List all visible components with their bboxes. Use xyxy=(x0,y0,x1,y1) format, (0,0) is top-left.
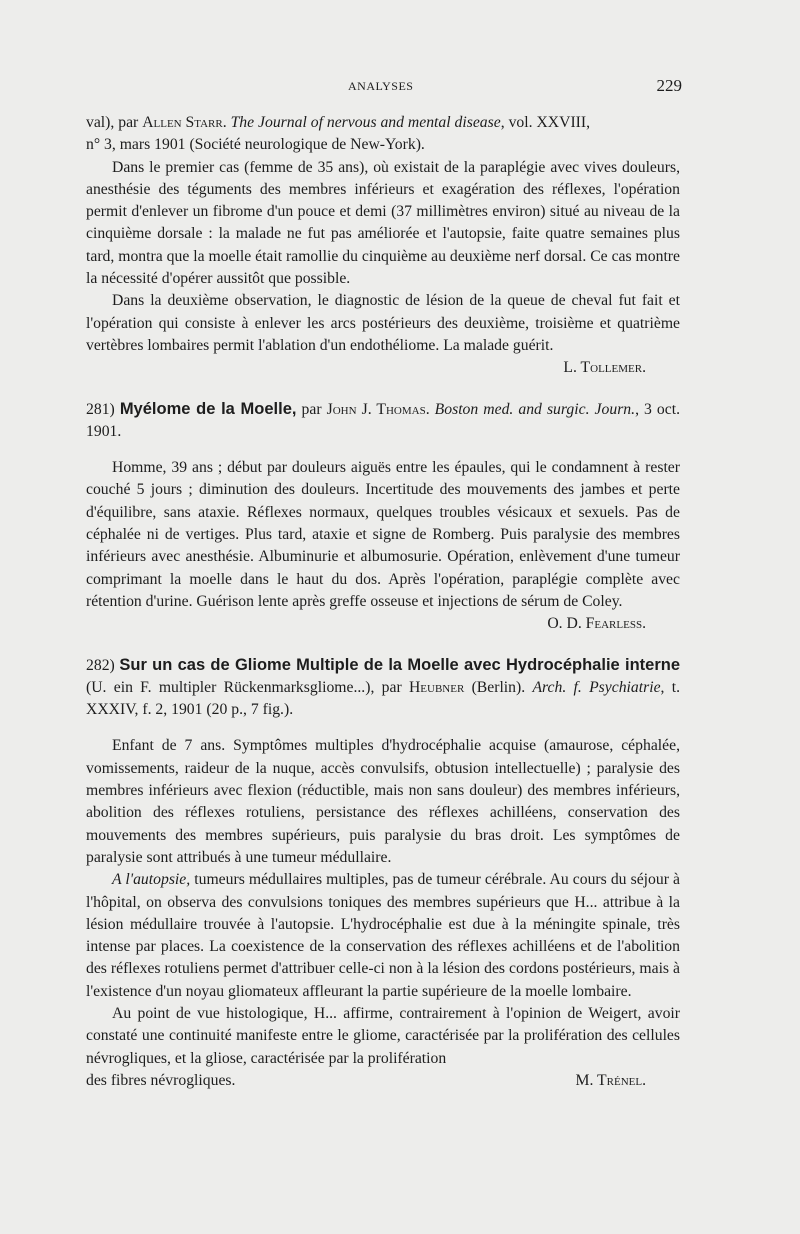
entry-number: 282) xyxy=(86,656,115,674)
entry-282-paragraph-1: Enfant de 7 ans. Symptômes multiples d'hydrocéphalie acquise (amaurose, céphalée, vomissements, raideur de la nuque, accès convulsifs, obtusion intellectuelle) ; paralysie des membres inférieurs avec flexion (réductible, mais non sans douleur) des membres inférieurs, abolition des réflexes rotuliens, persistance des réflexes achilléens, conservation des mouvements des membres supérieurs, puis paralysie du bras droit. Les symptômes de paralysie sont attribués à une tumeur médullaire. xyxy=(86,737,680,866)
continuation-reference: val), par Allen Starr. The Journal of nervous and mental disease, vol. XXVIII, n° 3, mars 1901 (Société neurologique de New-York). xyxy=(86,114,591,154)
entry-reference: , t. XXXIV, f. 2, 1901 (20 p., 7 fig.). xyxy=(86,678,681,719)
signature-trenel: M. Trénel. xyxy=(575,1071,646,1089)
entry-journal: Boston med. and surgic. Journ. xyxy=(434,400,636,418)
entry-affiliation: (Berlin). xyxy=(464,678,526,696)
entry-282-paragraph-2 xyxy=(86,869,680,1003)
entry-number: 281) xyxy=(86,400,115,418)
entry-date: , 3 oct. 1901. xyxy=(86,400,681,440)
entry-282-heading xyxy=(86,654,680,722)
ref-journal: The Journal of nervous and mental disease xyxy=(230,114,501,131)
entry-281-body: Homme, 39 ans ; début par douleurs aiguës entre les épaules, qui le condamnent à rester couché 5 jours ; diminution des douleurs. Incertitude des mouvements des jambes et perte d'équilibre, sans ataxie. Réflexes normaux, quelques troubles vésicaux et sexuels. Pas de céphalée ni de vertiges. Plus tard, ataxie et signe de Romberg. Puis paralysie des membres inférieurs avec anesthésie. Albuminurie et albumosurie. Opération, enlèvement d'une tumeur comprimant la moelle dans le haut du dos. Après l'opération, paraplégie complète avec rétention d'urine. Guérison lente après greffe osseuse et injections de sérum de Coley. xyxy=(86,459,680,610)
entry-subtitle: (U. ein F. multipler Rückenmarksgliome...), par xyxy=(86,678,409,696)
autopsy-text: tumeurs médullaires multiples, pas de tumeur cérébrale. Au cours du séjour à l'hôpital, on observa des convulsions toniques des membres supérieurs que H... attribue à la lésion médullaire trouvée à l'autopsie. L'hydrocéphalie est due à la méningite spinale, très intense par places. La coexistence de la conservation des réflexes achilléens et de l'abolition des réflexes rotuliens permet d'attribuer celle-ci non à la lésion des cordons postérieurs, mais à l'existence d'un noyau gliomateux affleurant la partie supérieure de la moelle lombaire. xyxy=(86,871,680,1000)
entry-journal: Arch. f. Psychiatrie xyxy=(532,678,661,696)
entry-282-paragraph-3: Au point de vue histologique, H... affirme, contrairement à l'opinion de Weigert, avoir constaté une continuité manifeste entre le gliome, caractérisée par la prolifération des cellules névrogliques, et la gliose, caractérisée par la prolifération xyxy=(86,1004,680,1067)
signature-fearless: O. D. Fearless. xyxy=(547,615,646,633)
entry-sep: . xyxy=(425,400,435,418)
entry-title: Sur un cas de Gliome Multiple de la Moelle avec Hydrocéphalie interne xyxy=(119,655,680,674)
article-body xyxy=(86,112,680,1092)
ref-text: val), par xyxy=(86,114,143,131)
page-number: 229 xyxy=(656,76,682,95)
running-head: ANALYSES xyxy=(348,79,414,93)
entry-author: John J. Thomas xyxy=(326,400,426,418)
page-header xyxy=(0,76,800,96)
entry-title: Myélome de la Moelle, xyxy=(119,399,297,418)
ref-issue: n° 3, mars 1901 (Société neurologique de New-York). xyxy=(86,136,425,154)
entry-author: Heubner xyxy=(408,678,465,696)
entry-by: par xyxy=(296,400,327,418)
paragraph-tail: des fibres névrogliques. xyxy=(86,1071,236,1089)
continuation-paragraph-2: Dans la deuxième observation, le diagnostic de lésion de la queue de cheval fut fait et l'opération qui consiste à enlever les arcs postérieurs des deuxième, troisième et quatrième vertèbres lombaires permit l'ablation d'un endothéliome. La malade guérit. xyxy=(86,292,680,354)
ref-author: Allen Starr xyxy=(142,114,223,131)
entry-282-last-line xyxy=(86,1070,680,1092)
continuation-paragraph-1: Dans le premier cas (femme de 35 ans), où existait de la paraplégie avec vives douleurs, anesthésie des téguments des membres inférieurs et exagération des réflexes, l'opération permit d'enlever un fibrome d'un pouce et demi (37 millimètres environ) situé au niveau de la cinquième dorsale : la malade ne fut pas améliorée et l'autopsie, faite quatre semaines plus tard, montra que la moelle était ramollie du cinquième au deuxième nerf dorsal. Ce cas montre la nécessité d'opérer aussitôt que possible. xyxy=(86,158,680,288)
signature-tollemer: L. Tollemer. xyxy=(563,359,646,377)
autopsy-lead: A l'autopsie, xyxy=(112,871,191,889)
entry-281-heading xyxy=(86,398,680,444)
ref-volume: , vol. XXVIII, xyxy=(500,114,591,131)
